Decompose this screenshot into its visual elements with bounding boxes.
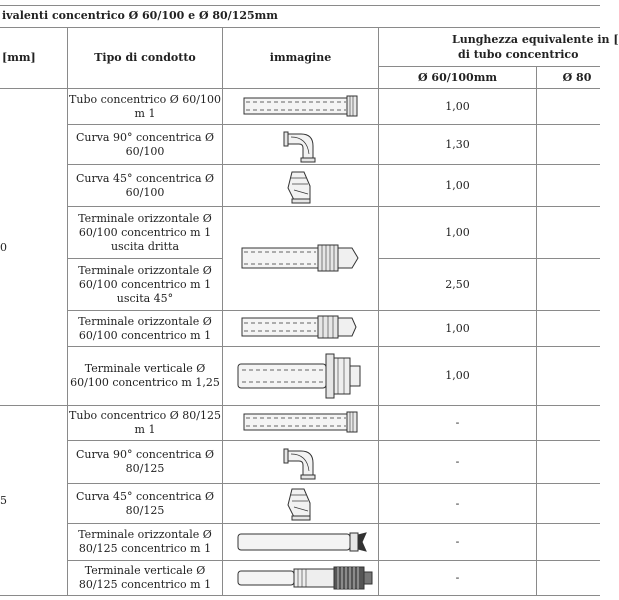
elbow-45-icon [284, 170, 316, 204]
straight-pipe-icon [243, 95, 359, 117]
row-type-11: Terminale verticale Ø 80/125 concentrico m 1 [78, 564, 212, 591]
row-value-7: - [455, 416, 460, 429]
row-type-8: Curva 90° concentrica Ø 80/125 [75, 448, 215, 475]
header-diameter: [mm] [2, 51, 36, 64]
header-equiv-line2: di tubo concentrico [458, 48, 579, 61]
row-type-1: Curva 90° concentrica Ø 60/100 [75, 130, 215, 158]
row-type-0: Tubo concentrico Ø 60/100 m 1 [69, 92, 221, 120]
header-col-60: Ø 60/100mm [418, 70, 497, 84]
table-title: ivalenti concentrico Ø 60/100 e Ø 80/125mm [2, 9, 278, 22]
horizontal-terminal-icon [240, 242, 360, 274]
row-type-3: Terminale orizzontale Ø 60/100 concentrico m 1 uscita dritta [78, 211, 212, 253]
straight-pipe-icon [243, 411, 359, 433]
vertical-terminal-icon [236, 566, 374, 590]
header-type: Tipo di condotto [94, 51, 196, 64]
row-value-8: - [455, 455, 460, 468]
row-type-10: Terminale orizzontale Ø 80/125 concentrico m 1 [78, 528, 212, 555]
elbow-90-icon [283, 128, 319, 162]
vertical-terminal-icon [236, 352, 366, 400]
group-label-80: 5 [0, 494, 7, 507]
row-type-6: Terminale verticale Ø 60/100 concentrico m 1,25 [70, 362, 220, 389]
row-value-9: - [455, 496, 460, 510]
horizontal-terminal-icon [240, 314, 360, 340]
row-value-0: 1,00 [445, 99, 470, 113]
row-type-5: Terminale orizzontale Ø 60/100 concentrico m 1 [78, 314, 212, 342]
row-value-11: - [455, 571, 460, 584]
header-image: immagine [269, 51, 332, 64]
row-value-1: 1,30 [445, 137, 470, 151]
row-value-6: 1,00 [445, 369, 470, 382]
row-value-10: - [455, 535, 460, 548]
horizontal-terminal-icon [236, 531, 370, 553]
row-value-2: 1,00 [445, 178, 470, 192]
row-value-4: 2,50 [445, 277, 470, 291]
row-type-9: Curva 45° concentrica Ø 80/125 [75, 489, 215, 517]
row-value-5: 1,00 [445, 321, 470, 335]
row-value-3: 1,00 [445, 225, 470, 239]
row-type-2: Curva 45° concentrica Ø 60/100 [75, 171, 215, 199]
elbow-90-icon [283, 445, 319, 479]
row-type-4: Terminale orizzontale Ø 60/100 concentrico m 1 uscita 45° [78, 263, 212, 305]
row-type-7: Tubo concentrico Ø 80/125 m 1 [69, 409, 221, 436]
header-col-80: Ø 80 [562, 70, 592, 84]
group-label-60: 0 [0, 241, 7, 254]
elbow-45-icon [284, 487, 316, 521]
header-equiv-line1: Lunghezza equivalente in [ [452, 33, 619, 46]
